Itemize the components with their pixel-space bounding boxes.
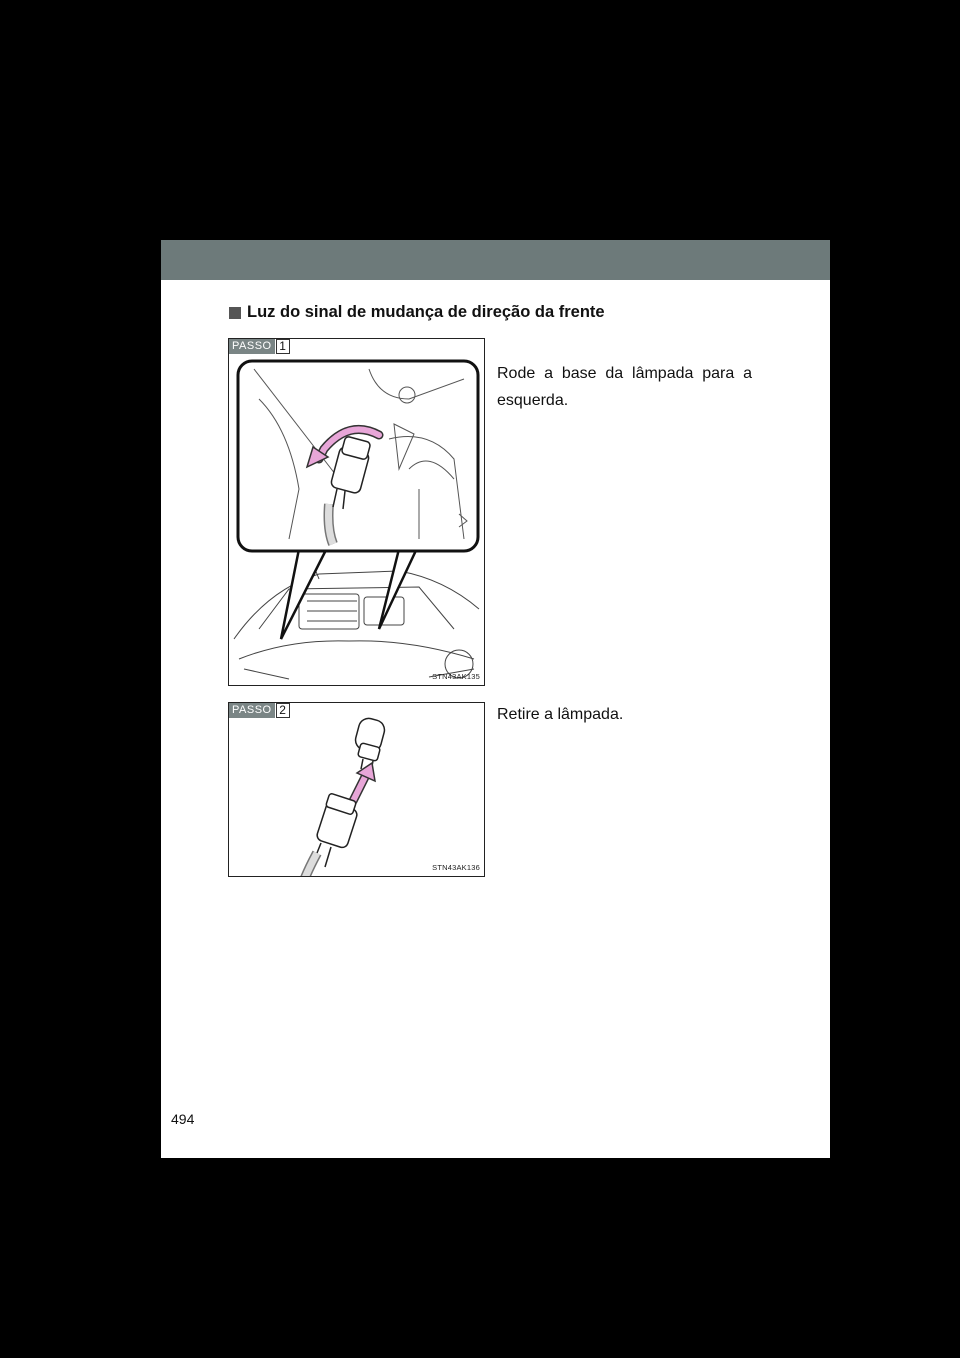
- header-band: [161, 240, 830, 280]
- figure-code: STN43AK136: [432, 863, 480, 872]
- step-badge: [229, 703, 290, 718]
- step-badge: [229, 339, 290, 354]
- square-bullet-icon: [229, 307, 241, 319]
- step-2-text: Retire a lâmpada.: [497, 706, 624, 723]
- step-label: PASSO: [229, 703, 275, 718]
- step-1-figure: [228, 338, 485, 686]
- bulb-removal-illustration: [229, 703, 484, 876]
- page-number: 494: [171, 1111, 195, 1127]
- section-title: [229, 303, 605, 322]
- engine-bay-illustration: [229, 339, 484, 685]
- section-title-text: Luz do sinal de mudança de direção da frente: [247, 303, 605, 321]
- step-label: PASSO: [229, 339, 275, 354]
- figure-code: STN43AK135: [432, 672, 480, 681]
- step-1-text: Rode a base da lâmpada para a esquerda.: [497, 365, 752, 409]
- step-number: 2: [276, 703, 290, 718]
- step-2-figure: [228, 702, 485, 877]
- step-number: 1: [276, 339, 290, 354]
